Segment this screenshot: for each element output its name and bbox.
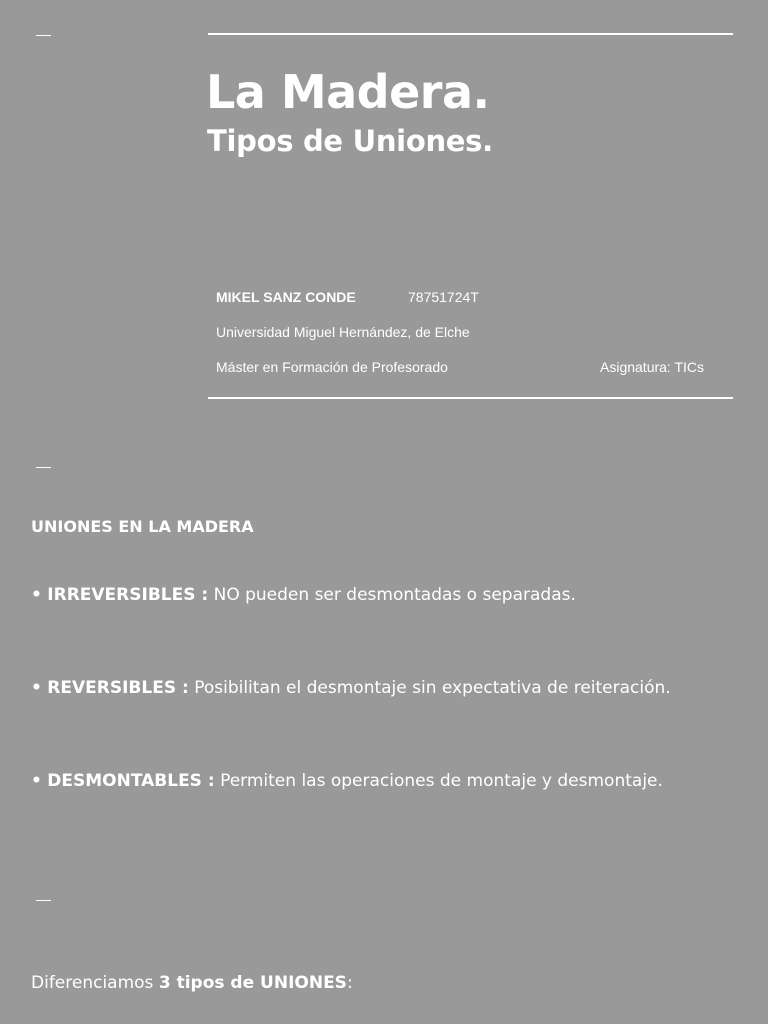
- intro-suffix: :: [346, 973, 353, 993]
- author-id-number: 78751724T: [408, 289, 479, 305]
- program-name: Máster en Formación de Profesorado: [216, 359, 448, 375]
- section-marker-dash: [36, 467, 51, 468]
- university-name: Universidad Miguel Hernández, de Elche: [216, 324, 470, 340]
- list-item-bullet: •: [31, 678, 42, 698]
- list-item-desmontables: [31, 769, 663, 793]
- subject-name: Asignatura: TICs: [600, 359, 705, 375]
- top-divider: [208, 33, 733, 35]
- section-marker-dash: [36, 900, 51, 901]
- page-title: La Madera.: [206, 65, 490, 119]
- list-item-term: REVERSIBLES :: [47, 678, 189, 698]
- list-item-bullet: •: [31, 771, 42, 791]
- intro-emphasis: 3 tipos de UNIONES: [158, 973, 347, 993]
- page-subtitle: Tipos de Uniones.: [207, 124, 493, 158]
- list-item-bullet: •: [31, 585, 42, 605]
- list-item-description: Posibilitan el desmontaje sin expectativa de reiteración.: [194, 678, 671, 698]
- list-item-term: DESMONTABLES :: [47, 771, 215, 791]
- section-title: UNIONES EN LA MADERA: [31, 517, 254, 536]
- list-item-reversibles: [31, 676, 671, 700]
- list-item-description: NO pueden ser desmontadas o separadas.: [213, 585, 576, 605]
- intro-prefix: Diferenciamos: [31, 973, 154, 993]
- bottom-divider: [208, 397, 733, 399]
- list-item-irreversibles: [31, 583, 576, 607]
- list-item-term: IRREVERSIBLES :: [47, 585, 209, 605]
- list-item-description: Permiten las operaciones de montaje y desmontaje.: [220, 771, 663, 791]
- author-name: MIKEL SANZ CONDE: [216, 289, 356, 305]
- intro-text: [31, 971, 353, 995]
